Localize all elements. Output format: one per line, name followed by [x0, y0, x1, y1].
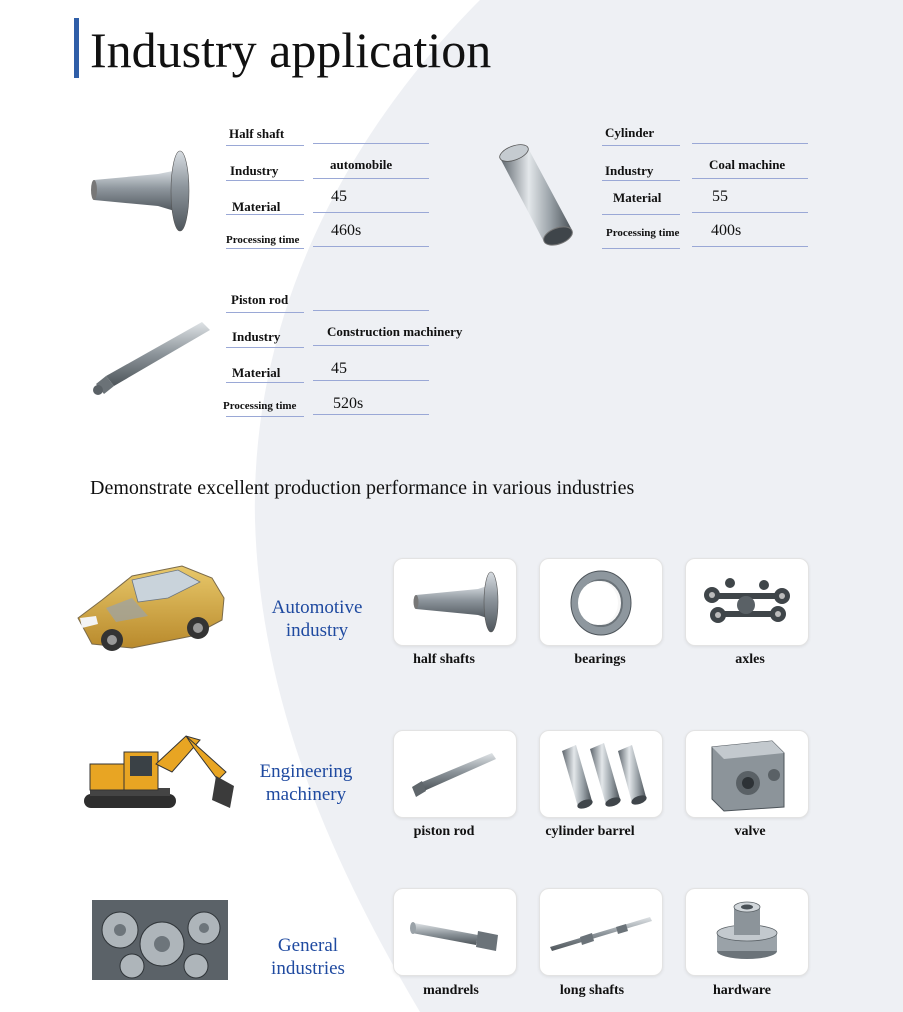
- part-tile-bearings: [539, 558, 663, 646]
- divider: [313, 143, 429, 144]
- part-tile-mandrels: [393, 888, 517, 976]
- divider: [602, 180, 680, 181]
- car-image: [72, 558, 230, 656]
- industry-label-line: industries: [271, 958, 345, 979]
- spec-material-value: 55: [712, 188, 728, 205]
- part-caption: bearings: [574, 652, 626, 667]
- spec-industry-value: Coal machine: [709, 157, 786, 172]
- divider: [226, 382, 304, 383]
- part-tile-long-shafts: [539, 888, 663, 976]
- divider: [602, 145, 680, 146]
- spec-time-label: Processing time: [226, 234, 300, 246]
- divider: [313, 178, 429, 179]
- divider: [226, 416, 304, 417]
- divider: [226, 214, 304, 215]
- industry-label-line: industry: [285, 620, 349, 641]
- divider: [226, 180, 304, 181]
- spec-industry-label: Industry: [232, 329, 281, 344]
- part-caption: half shafts: [413, 652, 475, 667]
- industry-label-automotive: [252, 596, 382, 642]
- part-tile-cylinder-barrel: [539, 730, 663, 818]
- divider: [602, 214, 680, 215]
- divider: [692, 212, 808, 213]
- part-caption: long shafts: [559, 983, 625, 998]
- spec-material-label: Material: [232, 199, 281, 214]
- spec-industry-label: Industry: [605, 163, 654, 178]
- divider: [226, 312, 304, 313]
- spec-time-label: Processing time: [606, 227, 680, 239]
- industry-label-general: [243, 934, 373, 980]
- spec-industry-value: automobile: [330, 157, 393, 172]
- part-caption: hardware: [712, 983, 772, 998]
- part-tile-half-shafts: [393, 558, 517, 646]
- divider: [313, 310, 429, 311]
- industry-label-line: Engineering: [259, 761, 353, 782]
- half-shaft-image: [88, 150, 204, 236]
- divider: [313, 212, 429, 213]
- part-tile-valve: [685, 730, 809, 818]
- spec-material-label: Material: [613, 190, 662, 205]
- section-subtitle: Demonstrate excellent production performance in various industries: [90, 477, 635, 499]
- divider: [226, 347, 304, 348]
- divider: [692, 178, 808, 179]
- spec-industry-value: Construction machinery: [327, 324, 463, 339]
- piston-rod-image: [88, 318, 212, 402]
- industry-label-line: Automotive: [271, 597, 363, 618]
- spec-time-value: 400s: [711, 222, 742, 239]
- divider: [313, 345, 429, 346]
- gearbox-image: [92, 900, 228, 980]
- divider: [692, 246, 808, 247]
- part-caption: valve: [734, 824, 766, 839]
- spec-name: Piston rod: [231, 292, 289, 307]
- industry-label-line: machinery: [265, 784, 347, 805]
- industry-label-line: General: [277, 935, 339, 956]
- spec-name: Half shaft: [229, 126, 285, 141]
- industry-label-engineering: [241, 760, 371, 806]
- part-caption: piston rod: [413, 824, 475, 839]
- spec-material-value: 45: [331, 360, 347, 377]
- spec-industry-label: Industry: [230, 163, 279, 178]
- divider: [226, 248, 304, 249]
- spec-material-value: 45: [331, 188, 347, 205]
- divider: [602, 248, 680, 249]
- divider: [313, 414, 429, 415]
- divider: [313, 380, 429, 381]
- part-tile-piston-rod: [393, 730, 517, 818]
- part-tile-hardware: [685, 888, 809, 976]
- spec-time-value: 520s: [333, 395, 364, 412]
- spec-material-label: Material: [232, 365, 281, 380]
- part-caption: mandrels: [423, 983, 479, 998]
- title-accent-bar: [74, 18, 79, 78]
- spec-name: Cylinder: [605, 125, 655, 140]
- divider: [226, 145, 304, 146]
- excavator-image: [80, 728, 240, 818]
- spec-time-value: 460s: [331, 222, 362, 239]
- divider: [313, 246, 429, 247]
- divider: [692, 143, 808, 144]
- spec-time-label: Processing time: [223, 400, 297, 412]
- cylinder-image: [488, 144, 580, 250]
- part-tile-axles: [685, 558, 809, 646]
- page-title: Industry application: [90, 22, 492, 78]
- part-caption: axles: [735, 652, 765, 667]
- part-caption: cylinder barrel: [545, 824, 635, 839]
